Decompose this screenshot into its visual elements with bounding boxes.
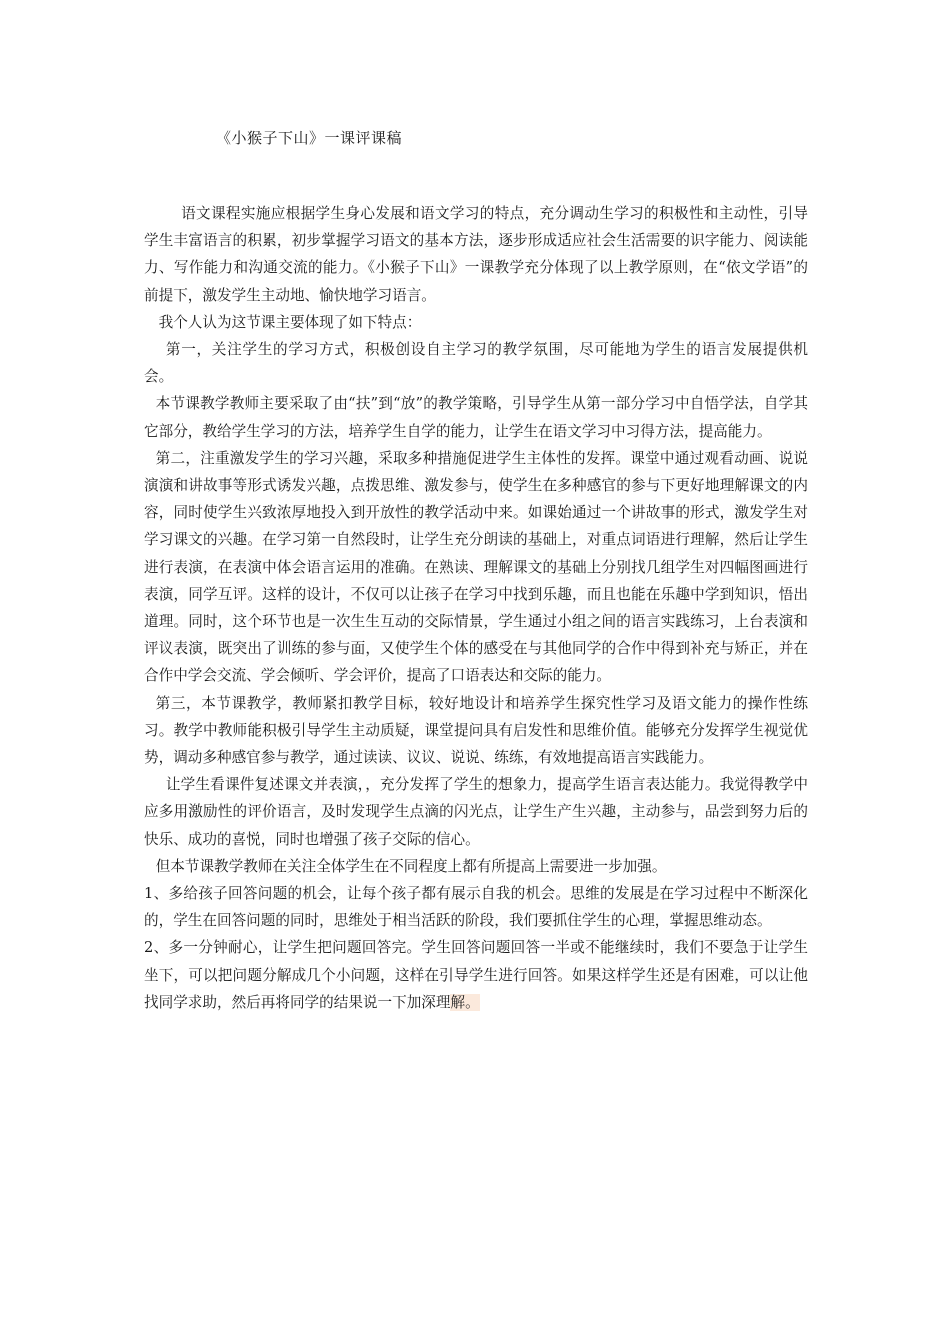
paragraph-point-one: 第一，关注学生的学习方式，积极创设自主学习的教学氛围，尽可能地为学生的语言发展提供机会。 [144,341,808,386]
paragraph-point-one-detail: 本节课教学教师主要采取了由“扶”到“放”的教学策略，引导学生从第一部分学习中自悟学法，自学其它部分，教给学生学习的方法，培养学生自学的能力，让学生在语文学习中习得方法，提高能力。 [144,395,808,440]
paragraph-point-two: 第二，注重激发学生的学习兴趣，采取多种措施促进学生主体性的发挥。课堂中通过观看动画、说说演演和讲故事等形式诱发兴趣，点拨思维、激发参与，使学生在多种感官的参与下更好地理解课文的内容，同时使学生兴致浓厚地投入到开放性的教学活动中来。如课始通过一个讲故事的形式，激发学生对学习课文的兴趣。在学习第一自然段时，让学生充分朗读的基础上，对重点词语进行理解，然后让学生进行表演，在表演中体会语言运用的准确。在熟读、理解课文的基础上分别找几组学生对四幅图画进行表演，同学互评。这样的设计，不仅可以让孩子在学习中找到乐趣，而且也能在乐趣中学到知识，悟出道理。同时，这个环节也是一次生生互动的交际情景，学生通过小组之间的语言实践练习，上台表演和评议表演，既突出了训练的参与面，又使学生个体的感受在与其他同学的合作中得到补充与矫正，并在合作中学会交流、学会倾听、学会评价，提高了口语表达和交际的能力。 [144,449,808,685]
document-body [144,200,808,1016]
highlighted-ending: 解。 [450,993,480,1011]
paragraph-point-three: 第三，本节课教学，教师紧扣教学目标，较好地设计和培养学生探究性学习及语文能力的操作性练习。教学中教师能积极引导学生主动质疑，课堂提问具有启发性和思维价值。能够充分发挥学生视觉优势，调动多种感官参与教学，通过读读、议议、说说、练练，有效地提高语言实践能力。 [144,694,808,767]
paragraph-courseware: 让学生看课件复述课文并表演，，充分发挥了学生的想象力，提高学生语言表达能力。我觉得教学中应多用激励性的评价语言，及时发现学生点滴的闪光点，让学生产生兴趣，主动参与，品尝到努力后的快乐、成功的喜悦，同时也增强了孩子交际的信心。 [144,776,808,848]
paragraph-intro: 语文课程实施应根据学生身心发展和语文学习的特点，充分调动生学习的积极性和主动性，引导学生丰富语言的积累，初步掌握学习语文的基本方法，逐步形成适应社会生活需要的识字能力、阅读能力、写作能力和沟通交流的能力。《小猴子下山》一课教学充分体现了以上教学原则，在“依文学语”的前提下，激发学生主动地、愉快地学习语言。 [144,205,808,304]
paragraph-features-lead: 我个人认为这节课主要体现了如下特点： [158,313,422,331]
document-title: 《小猴子下山》一课评课稿 [216,129,403,147]
paragraph-suggestion-one: 1、多给孩子回答问题的机会，让每个孩子都有展示自我的机会。思维的发展是在学习过程中不断深化的，学生在回答问题的同时，思维处于相当活跃的阶段，我们要抓住学生的心理，掌握思维动态。 [144,885,808,930]
suggestion-two-text: 2、多一分钟耐心，让学生把问题回答完。学生回答问题回答一半或不能继续时，我们不要急于让学生坐下，可以把问题分解成几个小问题，这样在引导学生进行回答。如果这样学生还是有困难，可以让他找同学求助，然后再将同学的结果说一下加深理 [144,939,808,1011]
paragraph-suggestion-two [144,934,808,1016]
paragraph-improvement-lead: 但本节课教学教师在关注全体学生在不同程度上都有所提高上需要进一步加强。 [155,857,667,875]
